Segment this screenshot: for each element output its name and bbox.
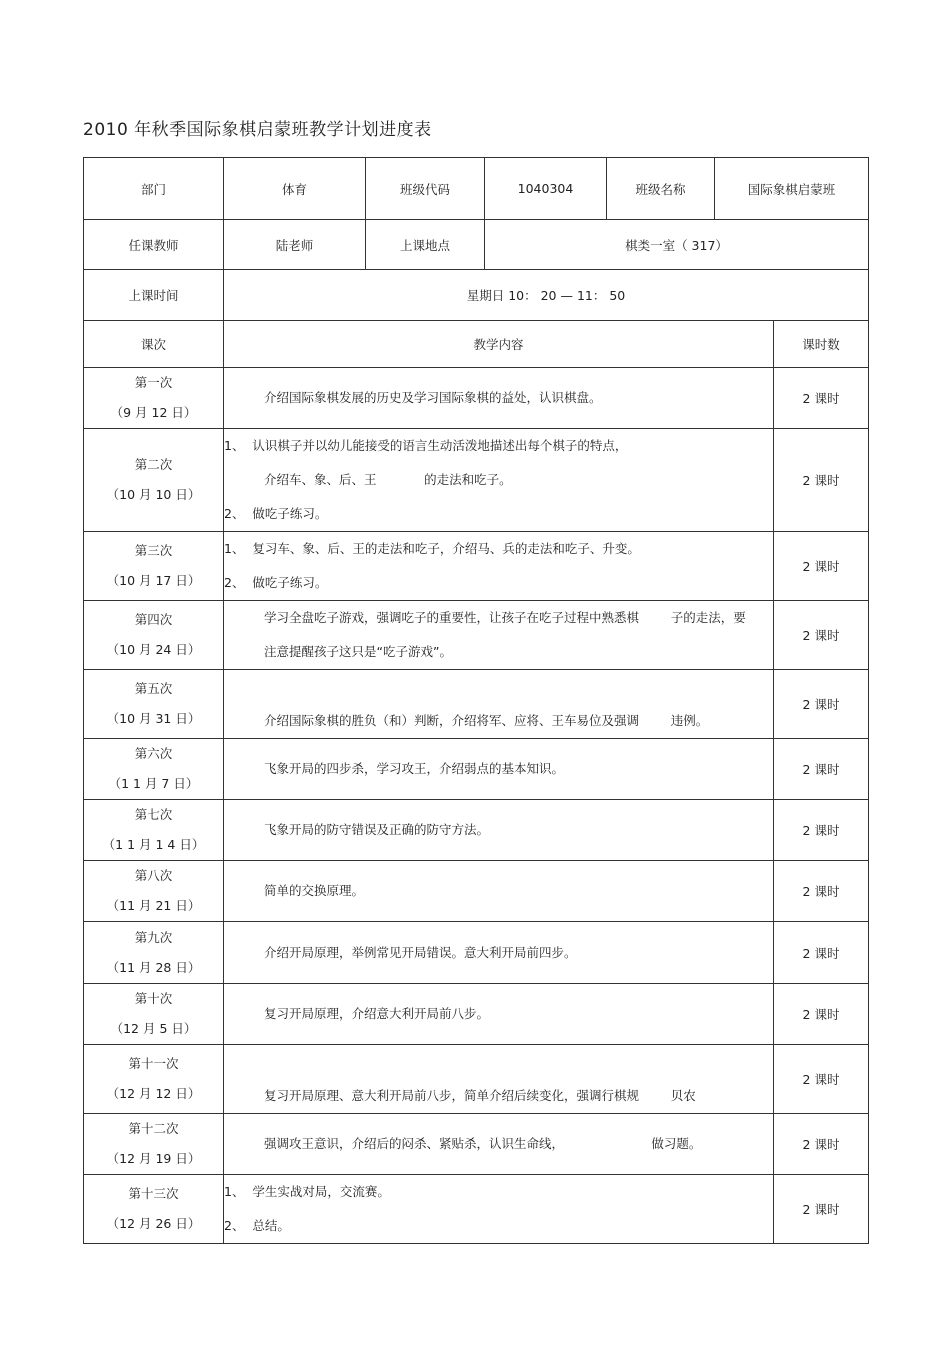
- lesson-date: （9 月 12 日）: [110, 405, 197, 420]
- lesson-hours: 2 课时: [774, 922, 869, 984]
- lesson-cell: [84, 861, 224, 922]
- lesson-content: [224, 601, 774, 670]
- content-line: 介绍车、象、后、王 的走法和吃子。: [264, 472, 512, 487]
- content-line: 注意提醒孩子这只是“吃子游戏”。: [264, 644, 452, 659]
- content-line: 1、 复习车、象、后、王的走法和吃子，介绍马、兵的走法和吃子、升变。: [224, 541, 640, 556]
- lesson-name: 第三次: [134, 543, 173, 558]
- lesson-hours: 2 课时: [774, 532, 869, 601]
- lesson-date: （1 1 月 1 4 日）: [102, 837, 205, 852]
- lesson-row: [84, 601, 869, 670]
- lesson-content: [224, 532, 774, 601]
- lesson-date: （10 月 31 日）: [106, 711, 201, 726]
- lesson-cell: [84, 429, 224, 532]
- lesson-row: [84, 532, 869, 601]
- lesson-row: [84, 368, 869, 429]
- lesson-hours: 2 课时: [774, 429, 869, 532]
- class-name-value: 国际象棋启蒙班: [715, 158, 869, 220]
- location-label: 上课地点: [366, 220, 485, 270]
- lesson-hours: 2 课时: [774, 861, 869, 922]
- lesson-row: [84, 1114, 869, 1175]
- content-line: 飞象开局的四步杀，学习攻王，介绍弱点的基本知识。: [264, 761, 565, 776]
- lesson-hours: 2 课时: [774, 670, 869, 739]
- lesson-date: （12 月 26 日）: [106, 1216, 201, 1231]
- class-code-value: 1040304: [485, 158, 607, 220]
- lesson-row: [84, 739, 869, 800]
- lesson-content: [224, 368, 774, 429]
- lesson-hours: 2 课时: [774, 984, 869, 1045]
- lesson-name: 第二次: [134, 457, 173, 472]
- lesson-content: [224, 1114, 774, 1175]
- content-line: 2、 做吃子练习。: [224, 506, 328, 521]
- content-line: 介绍国际象棋的胜负（和）判断，介绍将军、应将、王车易位及强调 违例。: [264, 713, 709, 728]
- lesson-date: （12 月 5 日）: [110, 1021, 197, 1036]
- lesson-name: 第五次: [134, 681, 173, 696]
- content-line: 简单的交换原理。: [264, 883, 365, 898]
- lesson-cell: [84, 368, 224, 429]
- content-line: [224, 1045, 773, 1079]
- lesson-name: 第六次: [134, 746, 173, 761]
- header-hours: 课时数: [774, 321, 869, 368]
- teaching-plan-table: [83, 157, 869, 1244]
- lesson-content: [224, 861, 774, 922]
- lesson-cell: [84, 601, 224, 670]
- lesson-hours: 2 课时: [774, 800, 869, 861]
- lesson-cell: [84, 1045, 224, 1114]
- lesson-name: 第十次: [134, 991, 173, 1006]
- info-row-2: [84, 220, 869, 270]
- lesson-row: [84, 429, 869, 532]
- content-line: 介绍开局原理，举例常见开局错误。意大利开局前四步。: [264, 944, 577, 960]
- lesson-content: [224, 429, 774, 532]
- class-code-label: 班级代码: [366, 158, 485, 220]
- lesson-date: （10 月 24 日）: [106, 642, 201, 657]
- lesson-date: （11 月 21 日）: [106, 898, 201, 913]
- lesson-cell: [84, 670, 224, 739]
- lesson-row: [84, 984, 869, 1045]
- header-content: 教学内容: [224, 321, 774, 368]
- lesson-name: 第七次: [134, 807, 173, 822]
- lesson-hours: 2 课时: [774, 1175, 869, 1244]
- page-title: 2010 年秋季国际象棋启蒙班教学计划进度表: [83, 120, 432, 140]
- lesson-hours: 2 课时: [774, 1045, 869, 1114]
- content-line: 2、 做吃子练习。: [224, 575, 328, 590]
- lesson-row: [84, 1045, 869, 1114]
- lesson-date: （1 1 月 7 日）: [108, 776, 199, 791]
- header-row: [84, 321, 869, 368]
- location-value: 棋类一室（ 317）: [485, 220, 869, 270]
- teacher-label: 任课教师: [84, 220, 224, 270]
- lesson-cell: [84, 739, 224, 800]
- lesson-content: [224, 670, 774, 739]
- lesson-name: 第十三次: [128, 1186, 179, 1201]
- header-lesson: 课次: [84, 321, 224, 368]
- lesson-content: [224, 922, 774, 984]
- lesson-content: [224, 800, 774, 861]
- lesson-cell: [84, 1114, 224, 1175]
- lesson-date: （12 月 19 日）: [106, 1151, 201, 1166]
- lesson-name: 第十一次: [128, 1056, 179, 1071]
- lesson-row: [84, 800, 869, 861]
- lesson-date: （11 月 28 日）: [106, 959, 201, 975]
- time-label: 上课时间: [84, 270, 224, 321]
- lesson-cell: [84, 1175, 224, 1244]
- dept-value: 体育: [224, 158, 366, 220]
- lesson-name: 第九次: [134, 929, 173, 945]
- content-line: 飞象开局的防守错误及正确的防守方法。: [264, 822, 490, 837]
- lesson-name: 第八次: [134, 868, 173, 883]
- content-line: 介绍国际象棋发展的历史及学习国际象棋的益处，认识棋盘。: [264, 390, 602, 405]
- lesson-cell: [84, 532, 224, 601]
- lesson-content: [224, 1175, 774, 1244]
- dept-label: 部门: [84, 158, 224, 220]
- content-line: 2、 总结。: [224, 1218, 290, 1233]
- class-name-label: 班级名称: [607, 158, 715, 220]
- lesson-content: [224, 739, 774, 800]
- content-line: 强调攻王意识，介绍后的闷杀、紧贴杀，认识生命线， 做习题。: [264, 1136, 702, 1151]
- lesson-name: 第四次: [134, 612, 173, 627]
- lesson-row: [84, 861, 869, 922]
- lesson-hours: 2 课时: [774, 739, 869, 800]
- lesson-row: [84, 670, 869, 739]
- time-value: 星期日 10： 20 — 11： 50: [224, 270, 869, 321]
- lesson-date: （10 月 10 日）: [106, 487, 201, 502]
- lesson-name: 第一次: [134, 375, 173, 390]
- content-line: 复习开局原理，介绍意大利开局前八步。: [264, 1006, 490, 1021]
- info-row-3: [84, 270, 869, 321]
- lesson-hours: 2 课时: [774, 368, 869, 429]
- content-line: 复习开局原理、意大利开局前八步，简单介绍后续变化，强调行棋规 贝农: [264, 1088, 696, 1103]
- lesson-date: （12 月 12 日）: [106, 1086, 201, 1101]
- lesson-row: [84, 922, 869, 984]
- lesson-hours: 2 课时: [774, 1114, 869, 1175]
- lesson-date: （10 月 17 日）: [106, 573, 201, 588]
- lesson-hours: 2 课时: [774, 601, 869, 670]
- lesson-cell: [84, 984, 224, 1045]
- lesson-name: 第十二次: [128, 1121, 179, 1136]
- content-line: 1、 学生实战对局，交流赛。: [224, 1184, 390, 1199]
- lesson-content: [224, 1045, 774, 1114]
- teacher-value: 陆老师: [224, 220, 366, 270]
- lesson-cell: [84, 922, 224, 984]
- lesson-cell: [84, 800, 224, 861]
- content-line: 学习全盘吃子游戏，强调吃子的重要性，让孩子在吃子过程中熟悉棋 子的走法，要: [264, 610, 746, 625]
- lesson-content: [224, 984, 774, 1045]
- lesson-rows: [84, 368, 869, 1244]
- info-row-1: [84, 158, 869, 220]
- content-line: [224, 670, 773, 704]
- lesson-row: [84, 1175, 869, 1244]
- content-line: 1、 认识棋子并以幼儿能接受的语言生动活泼地描述出每个棋子的特点，: [224, 438, 628, 453]
